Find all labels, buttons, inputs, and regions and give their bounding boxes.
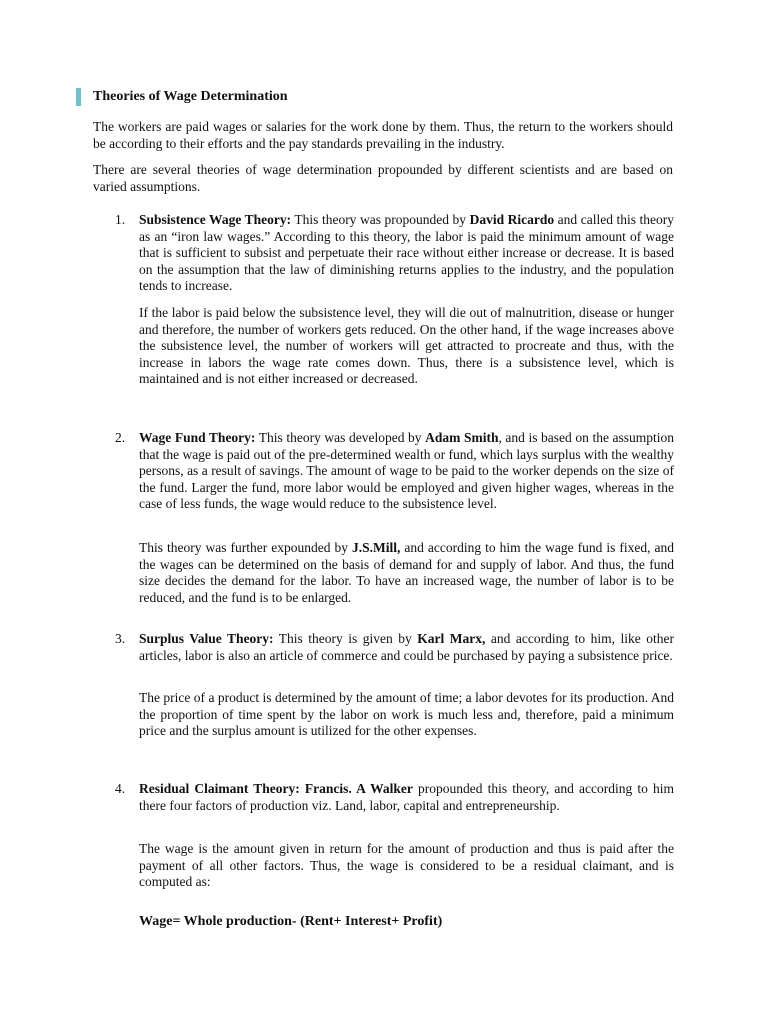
theory-4-paragraph-1 [139, 781, 674, 814]
theory-2-title: Wage Fund Theory: [139, 430, 256, 445]
theory-2-p2-text-b: and according to him the wage fund is fixed, and the wages can be determined on the basis of demand for and supply of labor. And thus, the fund size decides the demand for the labor. To have an increased wage, the number of labor is to be reduced, and the fund is to be enlarged. [139, 540, 674, 605]
theory-1-person: David Ricardo [469, 212, 555, 227]
theory-4-title: Residual Claimant Theory: Francis. A Walker [139, 781, 413, 796]
theory-2-p2-person: J.S.Mill, [351, 540, 401, 555]
theory-2-text-b: , and is based on the assumption that the wage is paid out of the pre-determined wealth or fund, which lays surplus with the wealthy persons, as a result of savings. The amount of wage to be paid to the worker depends on the size of the fund. Larger the fund, more labor would be employed and given higher wages, whereas in the case of less funds, the wage would reduce to the subsistence level. [139, 430, 675, 511]
theory-4-text-b: propounded this theory, and according to him there four factors of production viz. Land, labor, capital and entrepreneurship. [139, 781, 674, 813]
theory-1-text-b: and called this theory as an “iron law wages.” According to this theory, the labor is paid the minimum amount of wage that is sufficient to subsist and perpetuate their race without either increase or decrease. It is based on the assumption that the law of diminishing returns applies to the industry, and the population tends to increase. [139, 212, 675, 293]
intro-paragraph-1: The workers are paid wages or salaries for the work done by them. Thus, the return to the workers should be according to their efforts and the pay standards prevailing in the industry. [93, 119, 673, 151]
theory-1-paragraph-1 [139, 212, 674, 295]
theory-1-paragraph-2: If the labor is paid below the subsistence level, they will die out of malnutrition, disease or hunger and therefore, the number of workers gets reduced. On the other hand, if the wage increases above the subsistence level, the number of workers will get attracted to procreate and thus, with the increase in labors the wage rate comes down. Thus, there is a subsistence level, which is maintained and is not either increased or decreased. [139, 305, 674, 386]
theory-2-paragraph-2 [139, 540, 674, 606]
theory-2-person: Adam Smith [425, 430, 499, 445]
theory-3-text-a: This theory is given by [273, 631, 418, 646]
theory-3-paragraph-1 [139, 631, 674, 664]
list-number-1: 1. [115, 212, 126, 227]
list-number-2: 2. [115, 430, 126, 445]
list-number-3: 3. [115, 631, 126, 646]
theory-1-title: Subsistence Wage Theory: [139, 212, 292, 227]
heading-block [76, 88, 676, 106]
theory-2-paragraph-1 [139, 430, 674, 513]
theory-3-paragraph-2: The price of a product is determined by the amount of time; a labor devotes for its production. And the proportion of time spent by the labor on work is much less and, therefore, paid a minimum price and the surplus amount is utilized for the other expenses. [139, 690, 674, 738]
theory-2-p2-text-a: This theory was further expounded by [139, 540, 352, 555]
heading-accent-bar [76, 88, 81, 106]
intro-paragraph-2: There are several theories of wage determination propounded by different scientists and are based on varied assumptions. [93, 162, 673, 194]
page-title: Theories of Wage Determination [93, 89, 288, 104]
theory-3-person: Karl Marx, [417, 631, 486, 646]
theory-4-paragraph-2: The wage is the amount given in return for the amount of production and thus is paid after the payment of all other factors. Thus, the wage is considered to be a residual claimant, and is computed as: [139, 841, 674, 889]
theory-3-title: Surplus Value Theory: [139, 631, 274, 646]
list-number-4: 4. [115, 781, 126, 796]
theory-2-text-a: This theory was developed by [255, 430, 426, 445]
theory-1-text-a: This theory was propounded by [291, 212, 470, 227]
wage-formula: Wage= Whole production- (Rent+ Interest+ Profit) [139, 914, 443, 929]
theory-3-text-b: and according to him, like other articles, labor is also an article of commerce and could be purchased by paying a subsistence price. [139, 631, 674, 663]
